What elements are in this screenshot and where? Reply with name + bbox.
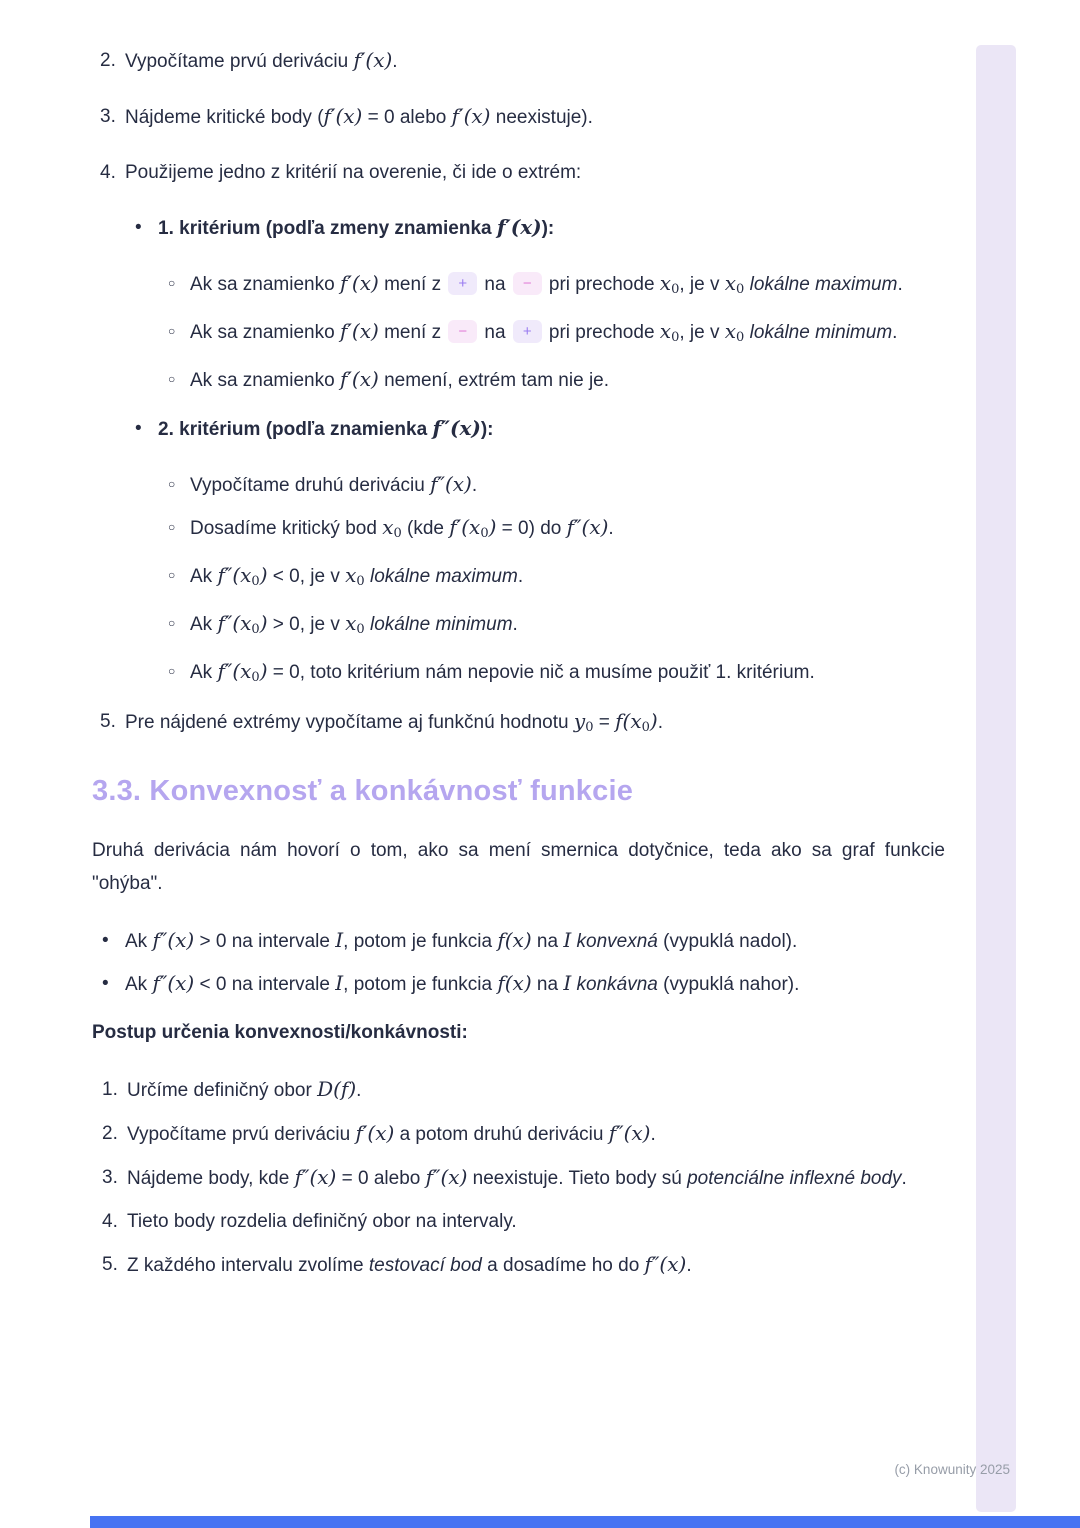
- math-subscript: 0: [356, 622, 365, 637]
- bullet-list-item: [102, 924, 945, 958]
- text-run: Ak: [190, 614, 218, 635]
- text-run: Druhá derivácia nám hovorí o tom, ako sa mení smernica dotyčnice, teda ako sa graf funkcie "ohýba".: [92, 840, 945, 894]
- text-run: .: [657, 712, 663, 733]
- math-text: f′(x: [449, 515, 481, 539]
- math-subscript: 0: [736, 330, 745, 345]
- text-run: na: [531, 931, 564, 952]
- list-number: 3.: [102, 1167, 118, 1188]
- text-content: [92, 772, 945, 810]
- math-text: f(x): [497, 971, 532, 995]
- text-run: > 0 na intervale: [194, 931, 336, 952]
- bullet-list-item: [102, 967, 945, 1001]
- text-run: > 0, je v: [267, 614, 346, 635]
- list-number: 4.: [100, 162, 116, 183]
- text-run: ):: [541, 218, 555, 239]
- list-number: 2.: [102, 1123, 118, 1144]
- math-text: f″(x): [425, 1165, 468, 1189]
- list-bullet: ○: [168, 568, 176, 582]
- math-text: f′(x): [496, 215, 542, 239]
- text-content: [125, 44, 945, 78]
- math-text: f″(x): [608, 1121, 651, 1145]
- bold-label: [92, 1016, 945, 1049]
- numbered-list-item: [102, 1161, 945, 1195]
- text-content: [125, 100, 945, 134]
- text-run: Ak sa znamienko: [190, 274, 340, 295]
- text-content: [125, 156, 945, 189]
- text-run: mení z: [378, 322, 447, 343]
- math-text: y: [573, 709, 586, 733]
- text-run: .: [512, 614, 518, 635]
- text-run: Ak: [125, 931, 153, 952]
- text-run: pri prechode: [543, 322, 660, 343]
- text-content: [127, 1205, 945, 1238]
- math-text: ): [259, 659, 268, 683]
- text-run: .: [517, 566, 524, 587]
- bullet-list-item: [168, 267, 945, 306]
- text-content: [158, 412, 945, 446]
- text-run: .: [356, 1080, 362, 1101]
- math-subscript: 0: [356, 574, 365, 589]
- math-text: x: [382, 515, 394, 539]
- text-run: Ak: [190, 566, 218, 587]
- math-text: ): [649, 709, 658, 733]
- text-run: Ak: [125, 974, 153, 995]
- list-number: 5.: [100, 711, 116, 732]
- text-run: a potom druhú deriváciu: [394, 1124, 609, 1145]
- numbered-list-item: [102, 1117, 945, 1151]
- text-content: [190, 315, 945, 354]
- text-content: [190, 607, 945, 646]
- text-run: 3.3. Konvexnosť a konkávnosť funkcie: [92, 775, 634, 807]
- plus-badge: +: [448, 272, 477, 295]
- list-bullet: ○: [168, 372, 176, 386]
- math-subscript: 0: [251, 574, 260, 589]
- text-run: 2. kritérium (podľa znamienka: [158, 419, 433, 440]
- text-run: Určíme definičný obor: [127, 1080, 318, 1101]
- list-bullet: ○: [168, 520, 176, 534]
- text-run: = 0 alebo: [362, 107, 452, 128]
- list-bullet: ○: [168, 324, 176, 338]
- numbered-list-item: [100, 156, 945, 189]
- math-subscript: 0: [251, 622, 260, 637]
- math-text: f″(x): [432, 416, 481, 440]
- text-content: [127, 1161, 945, 1195]
- text-run: .: [392, 51, 398, 72]
- list-bullet: •: [135, 418, 142, 439]
- text-content: [190, 363, 945, 397]
- text-run: Vypočítame prvú deriváciu: [125, 51, 354, 72]
- italic-text: lokálne minimum: [749, 322, 893, 343]
- list-bullet: •: [102, 930, 109, 951]
- minus-badge: −: [448, 320, 477, 343]
- list-number: 2.: [100, 50, 116, 71]
- text-content: [190, 559, 945, 598]
- math-text: f′(x): [355, 1121, 395, 1145]
- text-run: Tieto body rozdelia definičný obor na intervaly.: [127, 1211, 517, 1232]
- watermark-text: (c) Knowunity 2025: [894, 1462, 1010, 1477]
- math-subscript: 0: [671, 330, 680, 345]
- text-run: Ak: [190, 662, 218, 683]
- numbered-list-item: [102, 1205, 945, 1238]
- text-run: Ak sa znamienko: [190, 370, 340, 391]
- plus-badge: +: [513, 320, 542, 343]
- numbered-list-item: [102, 1073, 945, 1107]
- math-subscript: 0: [641, 720, 650, 735]
- text-run: Vypočítame druhú deriváciu: [190, 475, 431, 496]
- text-run: < 0 na intervale: [194, 974, 336, 995]
- bullet-list-item: [168, 655, 945, 694]
- text-run: neexistuje).: [490, 107, 593, 128]
- math-text: f″(x): [152, 971, 195, 995]
- minus-badge: −: [513, 272, 542, 295]
- text-content: [127, 1248, 945, 1282]
- italic-text: testovací bod: [368, 1255, 482, 1276]
- text-run: = 0 alebo: [336, 1168, 426, 1189]
- text-run: (kde: [401, 518, 450, 539]
- math-subscript: 0: [585, 720, 594, 735]
- text-content: [158, 211, 945, 245]
- numbered-list-item: [100, 705, 945, 744]
- list-bullet: ○: [168, 477, 176, 491]
- italic-text: lokálne minimum: [369, 614, 513, 635]
- text-content: [190, 468, 945, 502]
- math-text: f″(x): [294, 1165, 337, 1189]
- math-subscript: 0: [480, 526, 489, 541]
- math-text: f″(x: [217, 611, 252, 635]
- math-text: I: [335, 971, 344, 995]
- numbered-list-item: [100, 44, 945, 78]
- text-run: Postup určenia konvexnosti/konkávnosti:: [92, 1022, 468, 1043]
- math-text: x: [345, 611, 357, 635]
- bullet-list-item: [168, 315, 945, 354]
- list-number: 5.: [102, 1254, 118, 1275]
- list-bullet: •: [135, 217, 142, 238]
- math-text: f″(x: [217, 563, 252, 587]
- math-text: f(x: [615, 709, 642, 733]
- text-run: Použijeme jedno z kritérií na overenie, či ide o extrém:: [125, 162, 582, 183]
- list-bullet: ○: [168, 276, 176, 290]
- math-subscript: 0: [736, 282, 745, 297]
- bullet-list-item: [135, 412, 945, 446]
- bullet-list-item: [168, 559, 945, 598]
- text-run: < 0, je v: [267, 566, 346, 587]
- numbered-list-item: [102, 1248, 945, 1282]
- math-text: f′(x): [353, 48, 393, 72]
- text-content: [125, 924, 945, 958]
- math-text: x: [724, 271, 737, 295]
- math-text: I: [563, 928, 572, 952]
- math-text: x: [724, 319, 737, 343]
- text-content: [190, 655, 945, 694]
- text-run: =: [593, 712, 616, 733]
- text-run: .: [892, 322, 898, 343]
- paragraph: [92, 834, 945, 900]
- list-number: 4.: [102, 1211, 118, 1232]
- text-run: = 0, toto kritérium nám nepovie nič a musíme použiť 1. kritérium.: [267, 662, 815, 683]
- italic-text: lokálne maximum: [749, 274, 898, 295]
- text-run: na: [479, 322, 511, 343]
- text-run: Nájdeme body, kde: [127, 1168, 295, 1189]
- math-text: f″(x): [152, 928, 195, 952]
- italic-text: lokálne maximum: [369, 566, 518, 587]
- italic-text: konkávna: [576, 974, 658, 995]
- text-run: Nájdeme kritické body (: [125, 107, 324, 128]
- bullet-list-item: [168, 511, 945, 550]
- text-run: Ak sa znamienko: [190, 322, 340, 343]
- math-text: x: [659, 319, 672, 343]
- text-run: , je v: [679, 322, 725, 343]
- text-run: .: [650, 1124, 656, 1145]
- text-run: .: [901, 1168, 907, 1189]
- text-content: [190, 511, 945, 550]
- text-run: na: [479, 274, 511, 295]
- list-number: 3.: [100, 106, 116, 127]
- text-run: 1. kritérium (podľa zmeny znamienka: [158, 218, 497, 239]
- math-text: ): [259, 611, 268, 635]
- text-run: (vypuklá nahor).: [657, 974, 800, 995]
- text-run: .: [686, 1255, 692, 1276]
- section-heading: [92, 772, 945, 810]
- math-subscript: 0: [671, 282, 680, 297]
- text-run: .: [608, 518, 614, 539]
- text-content: [127, 1073, 945, 1107]
- text-run: , potom je funkcia: [343, 931, 498, 952]
- list-bullet: •: [102, 973, 109, 994]
- text-run: mení z: [378, 274, 447, 295]
- math-text: x: [659, 271, 672, 295]
- italic-text: potenciálne inflexné body: [687, 1168, 902, 1189]
- list-number: 1.: [102, 1079, 118, 1100]
- text-run: Z každého intervalu zvolíme: [127, 1255, 369, 1276]
- bottom-accent-bar: [90, 1516, 1080, 1528]
- text-run: Pre nájdené extrémy vypočítame aj funkčnú hodnotu: [125, 712, 574, 733]
- text-run: na: [531, 974, 564, 995]
- math-text: I: [335, 928, 344, 952]
- text-run: Dosadíme kritický bod: [190, 518, 383, 539]
- list-bullet: ○: [168, 616, 176, 630]
- bullet-list-item: [168, 468, 945, 502]
- text-run: , potom je funkcia: [343, 974, 498, 995]
- text-run: , je v: [679, 274, 725, 295]
- text-run: Vypočítame prvú deriváciu: [127, 1124, 356, 1145]
- list-bullet: ○: [168, 664, 176, 678]
- math-subscript: 0: [393, 526, 402, 541]
- bullet-list-item: [168, 607, 945, 646]
- text-content: [125, 705, 945, 744]
- numbered-list-item: [100, 100, 945, 134]
- text-content: [125, 967, 945, 1001]
- math-text: D(f): [317, 1077, 357, 1101]
- math-subscript: 0: [251, 670, 260, 685]
- text-run: ):: [480, 419, 494, 440]
- math-text: ): [259, 563, 268, 587]
- math-text: f″(x): [644, 1252, 687, 1276]
- math-text: f″(x): [566, 515, 609, 539]
- text-run: neexistuje. Tieto body sú: [467, 1168, 688, 1189]
- italic-text: konvexná: [576, 931, 658, 952]
- document-body: [92, 44, 945, 1292]
- text-run: nemení, extrém tam nie je.: [378, 370, 610, 391]
- text-content: [127, 1117, 945, 1151]
- right-margin-strip: [976, 45, 1016, 1512]
- bullet-list-item: [168, 363, 945, 397]
- text-run: (vypuklá nadol).: [657, 931, 798, 952]
- math-text: f″(x: [217, 659, 252, 683]
- math-text: f″(x): [430, 472, 472, 496]
- math-text: f′(x): [339, 367, 379, 391]
- math-text: f′(x): [339, 271, 379, 295]
- text-run: pri prechode: [543, 274, 660, 295]
- math-text: ): [488, 515, 497, 539]
- math-text: f′(x): [339, 319, 379, 343]
- math-text: x: [345, 563, 357, 587]
- text-run: a dosadíme ho do: [481, 1255, 645, 1276]
- math-text: f(x): [497, 928, 532, 952]
- math-text: f′(x): [323, 104, 363, 128]
- text-content: [190, 267, 945, 306]
- text-content: [92, 834, 945, 900]
- text-run: = 0) do: [496, 518, 567, 539]
- text-run: .: [897, 274, 903, 295]
- text-run: .: [471, 475, 478, 496]
- bullet-list-item: [135, 211, 945, 245]
- text-content: [92, 1016, 945, 1049]
- math-text: I: [563, 971, 572, 995]
- math-text: f′(x): [451, 104, 491, 128]
